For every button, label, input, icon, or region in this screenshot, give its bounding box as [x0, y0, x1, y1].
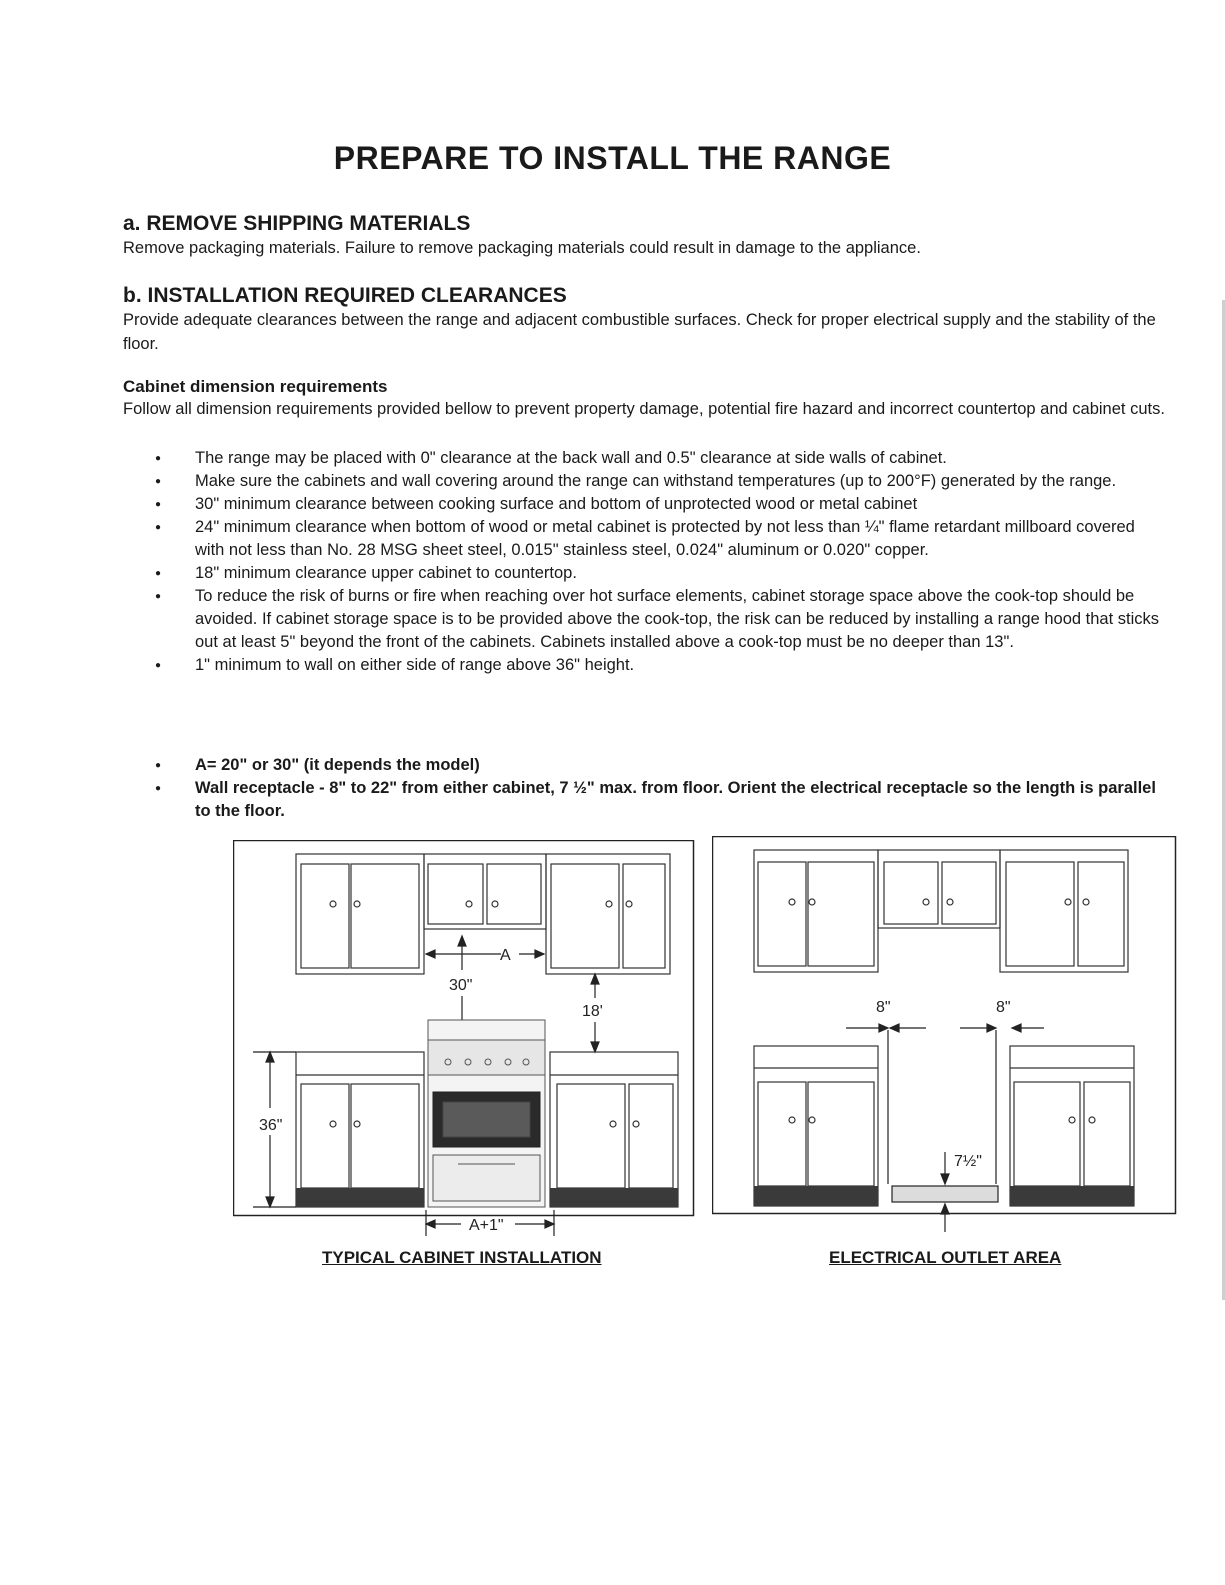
label-a: A	[500, 947, 511, 964]
list-item: ● 18" minimum clearance upper cabinet to countertop.	[123, 562, 1168, 585]
diagram-frame	[713, 837, 1176, 1214]
list-item: ● 30" minimum clearance between cooking surface and bottom of unprotected wood or metal cabinet	[123, 493, 1168, 516]
toe-kick-right	[550, 1188, 678, 1207]
list-item: ● 1" minimum to wall on either side of range above 36" height.	[123, 654, 1168, 677]
label-8-right: 8"	[996, 999, 1011, 1016]
caption-electrical-outlet: ELECTRICAL OUTLET AREA	[829, 1248, 1062, 1267]
list-item: ● A= 20" or 30" (it depends the model)	[123, 754, 1168, 777]
label-30: 30"	[449, 977, 473, 994]
cabinet-heading: Cabinet dimension requirements	[123, 377, 388, 396]
label-8-left: 8"	[876, 999, 891, 1016]
section-a-text: Remove packaging materials. Failure to remove packaging materials could result in damage to the appliance.	[123, 239, 921, 257]
electrical-outlet-diagram	[712, 836, 1177, 1236]
model-notes-list	[123, 754, 1168, 823]
label-36: 36"	[259, 1117, 283, 1134]
label-a1: A+1"	[469, 1217, 504, 1234]
range-appliance	[428, 1020, 545, 1207]
caption-typical-installation: TYPICAL CABINET INSTALLATION	[322, 1248, 602, 1267]
list-item: ● The range may be placed with 0" clearance at the back wall and 0.5" clearance at side walls of cabinet.	[123, 447, 1168, 470]
page-title: PREPARE TO INSTALL THE RANGE	[333, 140, 892, 176]
list-item: ● Wall receptacle - 8" to 22" from either cabinet, 7 ½" max. from floor. Orient the electrical receptacle so the length is parallel to the floor.	[123, 777, 1168, 823]
list-item: ● 24" minimum clearance when bottom of wood or metal cabinet is protected by not less than ¼" flame retardant millboard covered with not less than No. 28 MSG sheet steel, 0.015" stainless steel, 0.024" aluminum or 0.020" copper.	[123, 516, 1168, 562]
typical-cabinet-diagram	[233, 840, 695, 1240]
list-item: ● Make sure the cabinets and wall covering around the range can withstand temperatures (up to 200°F) generated by the range.	[123, 470, 1168, 493]
toe-kick-right	[1010, 1186, 1134, 1206]
label-7-5: 7½"	[954, 1153, 982, 1170]
section-b-heading: b. INSTALLATION REQUIRED CLEARANCES	[123, 284, 567, 307]
list-item: ● To reduce the risk of burns or fire when reaching over hot surface elements, cabinet storage space above the cook-top should be avoided. If cabinet storage space is to be provided above the cook-top, the risk can be reduced by installing a range hood that sticks out at least 5" beyond the front of the cabinets. Cabinets installed above a cook-top must be no deeper than 13".	[123, 585, 1168, 654]
label-18: 18'	[582, 1003, 603, 1020]
section-b-text: Provide adequate clearances between the range and adjacent combustible surfaces. Check for proper electrical supply and the stability of the floor.	[123, 311, 1156, 353]
toe-kick-left	[296, 1188, 424, 1207]
toe-kick-left	[754, 1186, 878, 1206]
clearance-list	[123, 447, 1168, 677]
cabinet-text: Follow all dimension requirements provided bellow to prevent property damage, potential fire hazard and incorrect countertop and cabinet cuts.	[123, 400, 1165, 418]
section-a-heading: a. REMOVE SHIPPING MATERIALS	[123, 212, 471, 235]
